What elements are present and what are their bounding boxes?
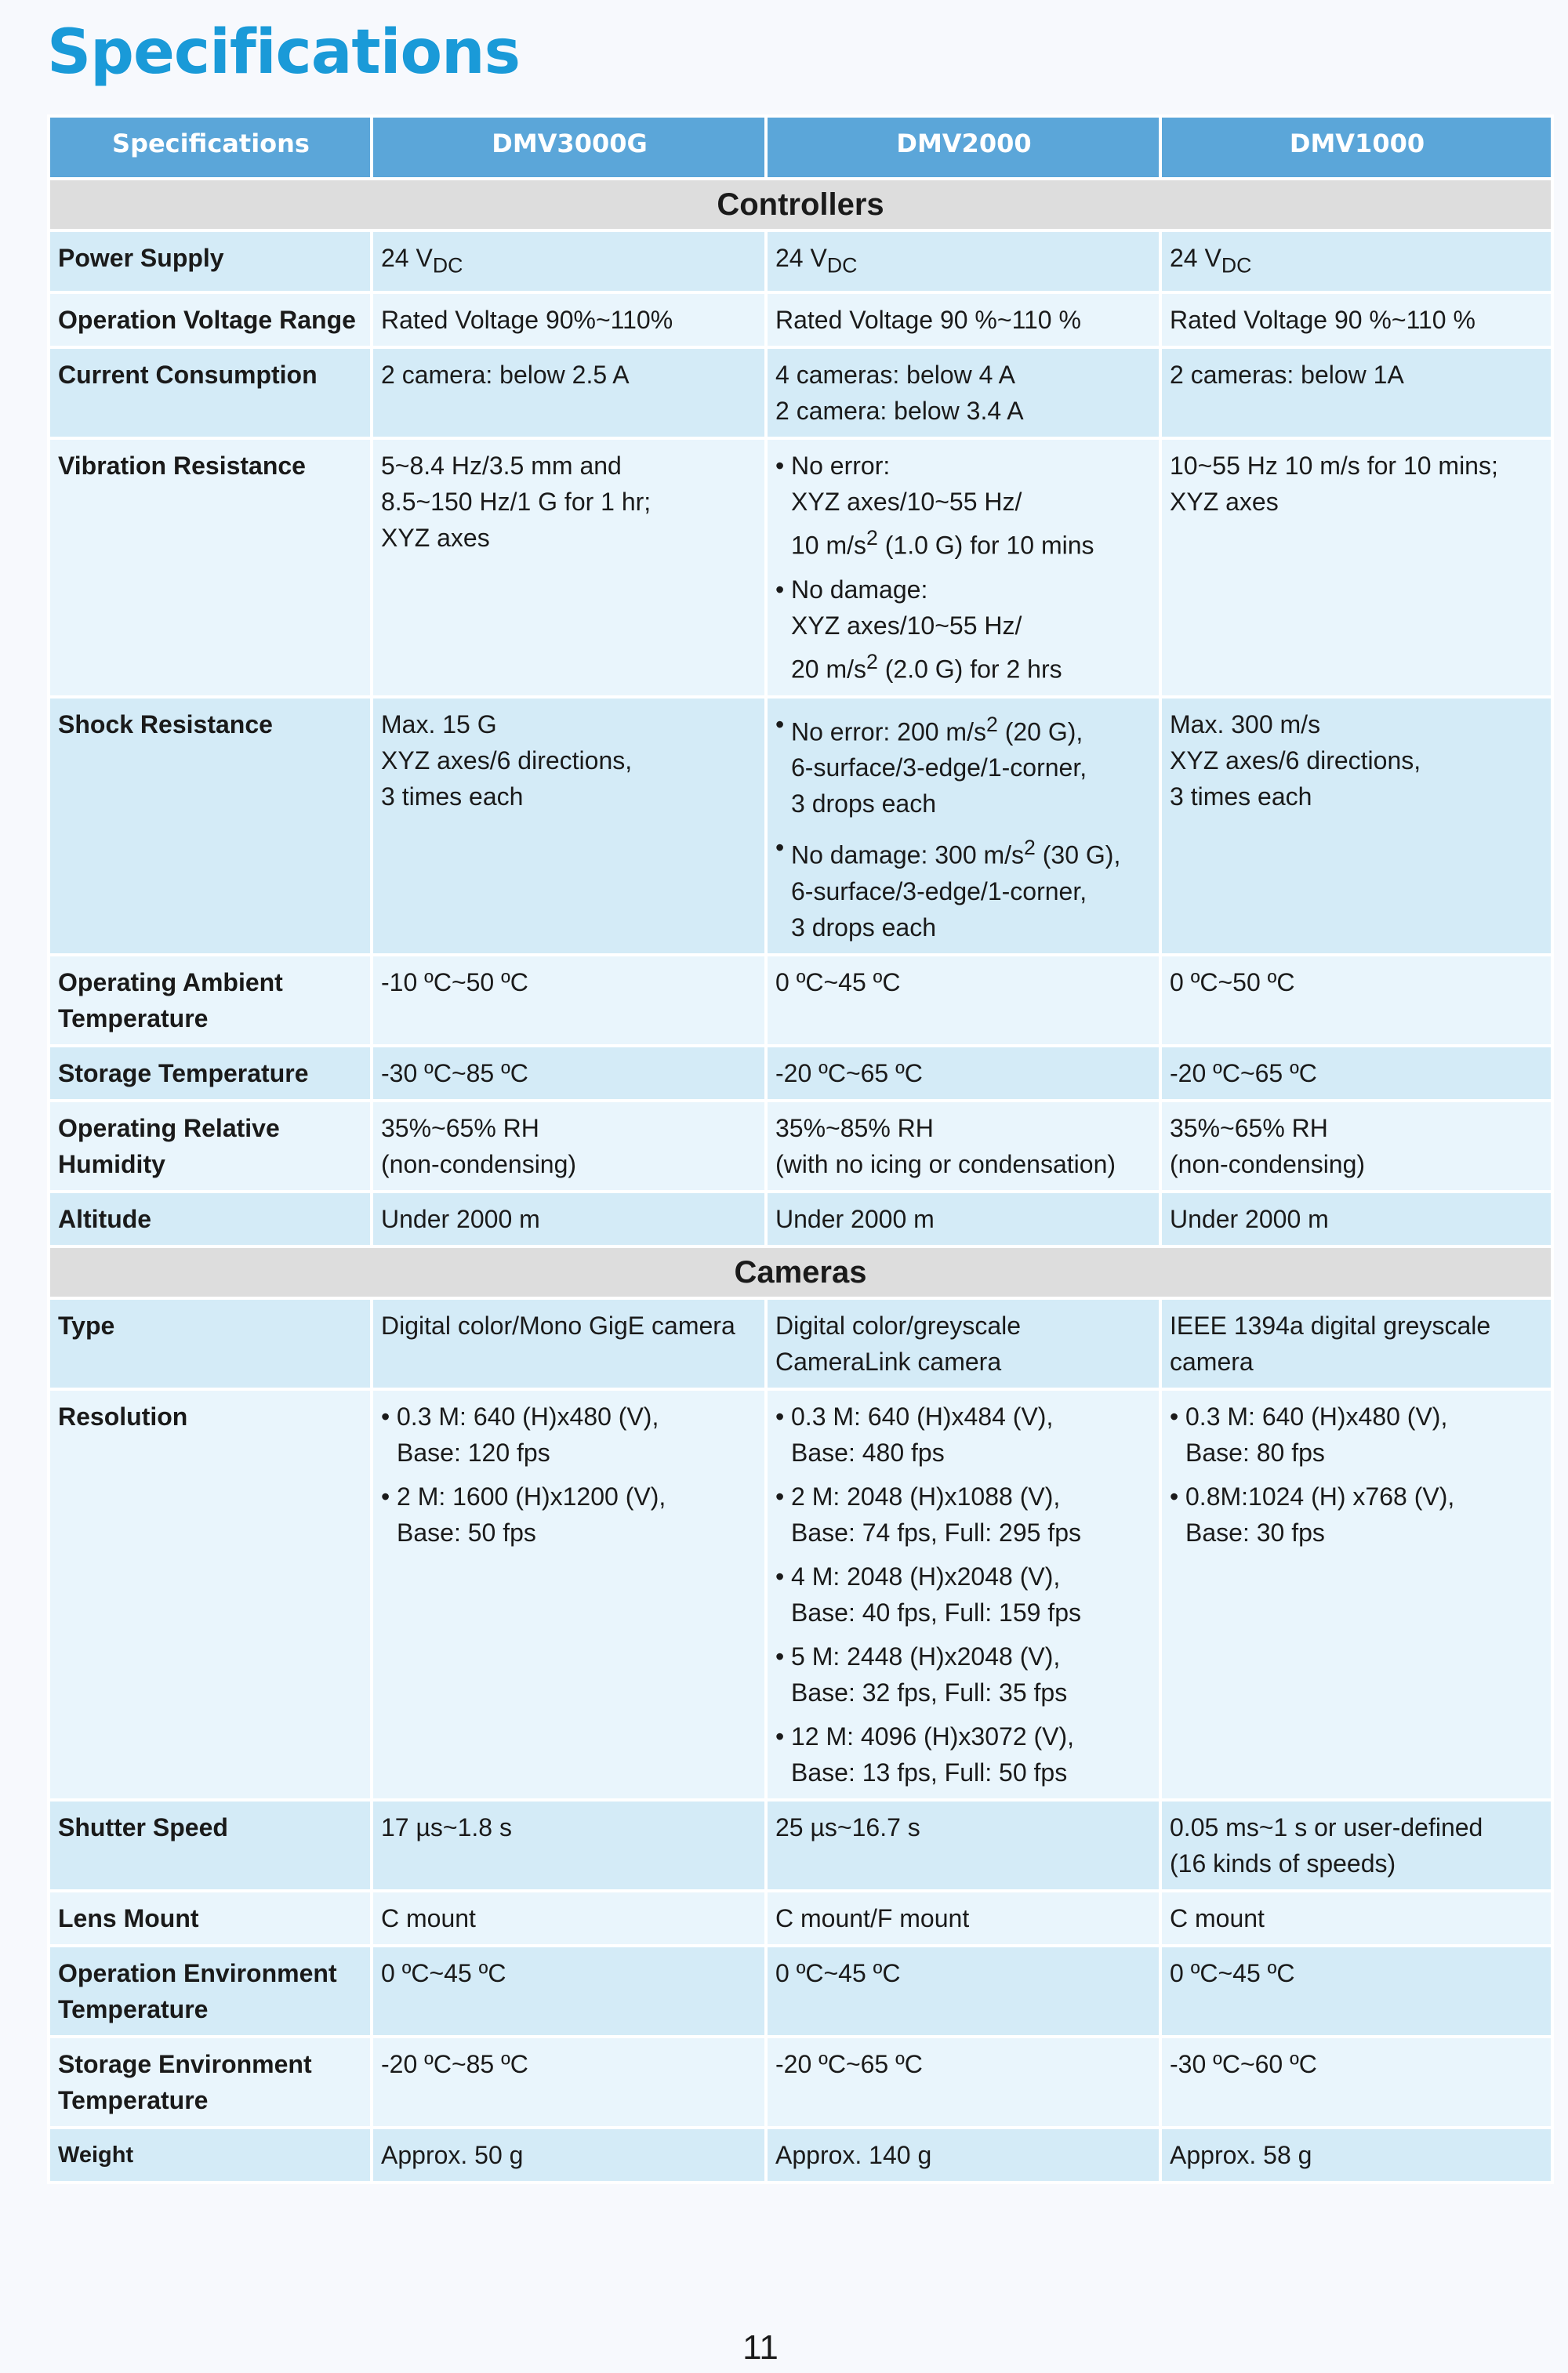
bullet-dot-icon: • bbox=[775, 1722, 785, 1751]
bullet-item bbox=[381, 1479, 758, 1551]
table-cell bbox=[1160, 230, 1552, 292]
cell-line: 4 cameras: below 4 A bbox=[775, 361, 1015, 390]
row-label: Vibration Resistance bbox=[49, 438, 372, 696]
row-label: Storage Temperature bbox=[49, 1046, 372, 1101]
cell-line: 0 ºC~45 ºC bbox=[775, 968, 901, 997]
table-cell bbox=[766, 230, 1160, 292]
header-dmv3000g: DMV3000G bbox=[372, 116, 766, 179]
table-cell bbox=[1160, 2037, 1552, 2128]
table-row bbox=[49, 2037, 1552, 2128]
table-cell bbox=[766, 1946, 1160, 2037]
cell-line: Base: 32 fps, Full: 35 fps bbox=[791, 1678, 1068, 1707]
bullet-dot-icon: • bbox=[1170, 1402, 1179, 1431]
cell-line: 5~8.4 Hz/3.5 mm and bbox=[381, 452, 622, 481]
section-row bbox=[49, 1246, 1552, 1298]
cell-line: Base: 80 fps bbox=[1185, 1439, 1325, 1468]
cell-line: Under 2000 m bbox=[1170, 1205, 1329, 1234]
table-cell bbox=[766, 1046, 1160, 1101]
bullet-dot-icon: • bbox=[775, 1642, 785, 1671]
cell-line: Max. 300 m/s bbox=[1170, 709, 1321, 738]
cell-line: 35%~65% RH bbox=[381, 1114, 539, 1143]
row-label: Power Supply bbox=[49, 230, 372, 292]
cell-line: 8.5~150 Hz/1 G for 1 hr; bbox=[381, 488, 652, 517]
row-label: Operating Relative Humidity bbox=[49, 1101, 372, 1192]
cell-line: XYZ axes bbox=[381, 524, 490, 553]
table-cell bbox=[372, 1101, 766, 1192]
cell-line: 35%~65% RH bbox=[1170, 1114, 1328, 1143]
table-row bbox=[49, 1101, 1552, 1192]
row-label: Type bbox=[49, 1298, 372, 1389]
cell-line: No damage: bbox=[791, 575, 928, 604]
table-cell bbox=[1160, 1298, 1552, 1389]
cell-line: 3 times each bbox=[381, 782, 524, 811]
cell-line: 6-surface/3-edge/1-corner, bbox=[791, 753, 1087, 782]
page-number: 11 bbox=[742, 2328, 779, 2367]
cell-line: 35%~85% RH bbox=[775, 1114, 934, 1143]
bullet-dot-icon: • bbox=[775, 1562, 785, 1591]
table-row bbox=[49, 1800, 1552, 1891]
section-title: Cameras bbox=[49, 1246, 1552, 1298]
bullet-dot-icon: • bbox=[381, 1402, 390, 1431]
table-row bbox=[49, 1046, 1552, 1101]
table-cell bbox=[372, 347, 766, 438]
table-row bbox=[49, 955, 1552, 1046]
cell-line: 6-surface/3-edge/1-corner, bbox=[791, 877, 1087, 906]
table-cell bbox=[766, 2128, 1160, 2183]
table-cell bbox=[766, 438, 1160, 696]
table-cell bbox=[1160, 292, 1552, 347]
bullet-item bbox=[775, 706, 1152, 822]
table-cell bbox=[372, 955, 766, 1046]
row-label: Resolution bbox=[49, 1389, 372, 1800]
cell-line: 0.05 ms~1 s or user-defined bbox=[1170, 1813, 1483, 1842]
bullet-dot-icon: • bbox=[775, 452, 785, 481]
bullet-dot-icon: • bbox=[381, 1482, 390, 1511]
cell-line: (non-condensing) bbox=[1170, 1150, 1366, 1179]
cell-line: 2 camera: below 3.4 A bbox=[775, 397, 1024, 426]
table-cell bbox=[372, 1891, 766, 1946]
cell-line: camera bbox=[1170, 1348, 1254, 1377]
table-cell bbox=[766, 1389, 1160, 1800]
bullet-dot-icon: • bbox=[775, 709, 785, 738]
table-row bbox=[49, 1891, 1552, 1946]
cell-line: No damage: 300 $m/s^2$ (30 G), bbox=[791, 836, 1121, 870]
table-cell bbox=[1160, 1946, 1552, 2037]
cell-line: Under 2000 m bbox=[775, 1205, 935, 1234]
table-row bbox=[49, 1389, 1552, 1800]
table-row bbox=[49, 1946, 1552, 2037]
cell-line: 20 $m/s^2$ (2.0 G) for 2 hrs bbox=[791, 650, 1062, 684]
table-row bbox=[49, 292, 1552, 347]
cell-line: Base: 13 fps, Full: 50 fps bbox=[791, 1758, 1068, 1787]
table-row bbox=[49, 438, 1552, 696]
bullet-item bbox=[775, 571, 1152, 688]
cell-line: Base: 30 fps bbox=[1185, 1519, 1325, 1548]
table-cell bbox=[1160, 697, 1552, 955]
header-dmv1000: DMV1000 bbox=[1160, 116, 1552, 179]
cell-line: Base: 480 fps bbox=[791, 1439, 945, 1468]
row-label: Current Consumption bbox=[49, 347, 372, 438]
row-label: Operating Ambient Temperature bbox=[49, 955, 372, 1046]
table-cell bbox=[766, 1298, 1160, 1389]
table-cell bbox=[1160, 955, 1552, 1046]
cell-line: 12 M: 4096 (H)x3072 (V), bbox=[791, 1722, 1075, 1751]
cell-line: 0.3 M: 640 (H)x480 (V), bbox=[397, 1402, 659, 1431]
cell-line: (with no icing or condensation) bbox=[775, 1150, 1116, 1179]
cell-line: -20 ºC~65 ºC bbox=[775, 1059, 923, 1088]
bullet-dot-icon: • bbox=[775, 1482, 785, 1511]
table-cell bbox=[372, 2128, 766, 2183]
cell-line: 2 camera: below 2.5 A bbox=[381, 361, 630, 390]
section-row bbox=[49, 179, 1552, 230]
table-cell bbox=[372, 1046, 766, 1101]
cell-line: C mount bbox=[381, 1904, 476, 1933]
table-row bbox=[49, 230, 1552, 292]
cell-line: Max. 15 G bbox=[381, 709, 497, 738]
cell-line: 2 cameras: below 1A bbox=[1170, 361, 1404, 390]
bullet-item bbox=[775, 1638, 1152, 1711]
row-label: Lens Mount bbox=[49, 1891, 372, 1946]
row-label: Operation Environment Temperature bbox=[49, 1946, 372, 2037]
row-label: Operation Voltage Range bbox=[49, 292, 372, 347]
cell-line: Digital color/greyscale bbox=[775, 1312, 1022, 1341]
cell-line: (16 kinds of speeds) bbox=[1170, 1849, 1396, 1878]
table-cell bbox=[372, 292, 766, 347]
cell-line: Approx. 140 g bbox=[775, 2141, 932, 2170]
cell-line: 24 $V_{DC}$ bbox=[381, 244, 463, 278]
bullet-dot-icon: • bbox=[775, 575, 785, 604]
page-title: Specifications bbox=[47, 17, 520, 88]
cell-line: -20 ºC~85 ºC bbox=[381, 2050, 528, 2079]
cell-line: CameraLink camera bbox=[775, 1348, 1002, 1377]
row-label: Altitude bbox=[49, 1192, 372, 1246]
cell-line: 3 drops each bbox=[791, 913, 937, 942]
cell-line: 0.3 M: 640 (H)x484 (V), bbox=[791, 1402, 1054, 1431]
cell-line: Rated Voltage 90 %~110 % bbox=[1170, 306, 1475, 335]
cell-line: XYZ axes/10~55 Hz/ bbox=[791, 611, 1022, 640]
table-cell bbox=[1160, 1800, 1552, 1891]
table-cell bbox=[372, 230, 766, 292]
cell-line: Digital color/Mono GigE camera bbox=[381, 1312, 735, 1341]
row-label: Shutter Speed bbox=[49, 1800, 372, 1891]
bullet-item bbox=[1170, 1479, 1544, 1551]
cell-line: Base: 120 fps bbox=[397, 1439, 550, 1468]
bullet-dot-icon: • bbox=[1170, 1482, 1179, 1511]
table-cell bbox=[766, 1192, 1160, 1246]
cell-line: Rated Voltage 90%~110% bbox=[381, 306, 673, 335]
table-cell bbox=[766, 292, 1160, 347]
cell-line: 3 times each bbox=[1170, 782, 1312, 811]
row-label: Weight bbox=[49, 2128, 372, 2183]
row-label: Shock Resistance bbox=[49, 697, 372, 955]
cell-line: -30 ºC~60 ºC bbox=[1170, 2050, 1317, 2079]
table-row bbox=[49, 347, 1552, 438]
table-cell bbox=[766, 1800, 1160, 1891]
bullet-dot-icon: • bbox=[775, 833, 785, 862]
cell-line: 0 ºC~45 ºC bbox=[381, 1959, 506, 1988]
cell-line: XYZ axes/6 directions, bbox=[381, 746, 633, 775]
table-cell bbox=[766, 347, 1160, 438]
bullet-dot-icon: • bbox=[775, 1402, 785, 1431]
table-cell bbox=[1160, 2128, 1552, 2183]
cell-line: 0.3 M: 640 (H)x480 (V), bbox=[1185, 1402, 1448, 1431]
specifications-table bbox=[47, 114, 1554, 2184]
cell-line: 5 M: 2448 (H)x2048 (V), bbox=[791, 1642, 1061, 1671]
bullet-item bbox=[775, 1718, 1152, 1791]
cell-line: 4 M: 2048 (H)x2048 (V), bbox=[791, 1562, 1061, 1591]
cell-line: 0.8M:1024 (H) x768 (V), bbox=[1185, 1482, 1455, 1511]
table-body bbox=[49, 179, 1552, 2183]
table-row bbox=[49, 1192, 1552, 1246]
cell-line: Base: 74 fps, Full: 295 fps bbox=[791, 1519, 1081, 1548]
cell-line: -10 ºC~50 ºC bbox=[381, 968, 528, 997]
cell-line: XYZ axes/6 directions, bbox=[1170, 746, 1421, 775]
table-cell bbox=[1160, 1046, 1552, 1101]
table-cell bbox=[1160, 438, 1552, 696]
bullet-item bbox=[381, 1399, 758, 1471]
bullet-item bbox=[1170, 1399, 1544, 1471]
row-label: Storage Environment Temperature bbox=[49, 2037, 372, 2128]
cell-line: Under 2000 m bbox=[381, 1205, 540, 1234]
cell-line: 2 M: 1600 (H)x1200 (V), bbox=[397, 1482, 666, 1511]
table-cell bbox=[1160, 1389, 1552, 1800]
table-cell bbox=[766, 1891, 1160, 1946]
cell-line: -20 ºC~65 ºC bbox=[1170, 1059, 1317, 1088]
cell-line: 2 M: 2048 (H)x1088 (V), bbox=[791, 1482, 1061, 1511]
bullet-item bbox=[775, 829, 1152, 945]
cell-line: -20 ºC~65 ºC bbox=[775, 2050, 923, 2079]
header-specifications: Specifications bbox=[49, 116, 372, 179]
cell-line: Approx. 58 g bbox=[1170, 2141, 1312, 2170]
cell-line: 10 $m/s^2$ (1.0 G) for 10 mins bbox=[791, 526, 1094, 561]
bullet-item bbox=[775, 448, 1152, 564]
cell-line: C mount/F mount bbox=[775, 1904, 970, 1933]
bullet-item bbox=[775, 1479, 1152, 1551]
table-cell bbox=[766, 2037, 1160, 2128]
cell-line: 0 ºC~45 ºC bbox=[775, 1959, 901, 1988]
cell-line: 25 µs~16.7 s bbox=[775, 1813, 920, 1842]
table-row bbox=[49, 1298, 1552, 1389]
cell-line: 17 µs~1.8 s bbox=[381, 1813, 512, 1842]
bullet-item bbox=[775, 1399, 1152, 1471]
cell-line: No error: 200 $m/s^2$ (20 G), bbox=[791, 712, 1083, 746]
cell-line: 10~55 Hz 10 m/s for 10 mins; bbox=[1170, 452, 1498, 481]
cell-line: 24 $V_{DC}$ bbox=[1170, 244, 1252, 278]
cell-line: Base: 40 fps, Full: 159 fps bbox=[791, 1598, 1081, 1627]
cell-line: -30 ºC~85 ºC bbox=[381, 1059, 528, 1088]
table-row bbox=[49, 697, 1552, 955]
table-cell bbox=[1160, 1891, 1552, 1946]
cell-line: C mount bbox=[1170, 1904, 1265, 1933]
cell-line: IEEE 1394a digital greyscale bbox=[1170, 1312, 1491, 1341]
table-cell bbox=[1160, 1101, 1552, 1192]
cell-line: No error: bbox=[791, 452, 891, 481]
table-cell bbox=[372, 2037, 766, 2128]
cell-line: Base: 50 fps bbox=[397, 1519, 536, 1548]
cell-line: Rated Voltage 90 %~110 % bbox=[775, 306, 1081, 335]
cell-line: Approx. 50 g bbox=[381, 2141, 524, 2170]
header-dmv2000: DMV2000 bbox=[766, 116, 1160, 179]
cell-line: 3 drops each bbox=[791, 789, 937, 818]
table-cell bbox=[372, 1389, 766, 1800]
table-row bbox=[49, 2128, 1552, 2183]
table-cell bbox=[372, 1946, 766, 2037]
table-header-row bbox=[49, 116, 1552, 179]
table-cell bbox=[372, 438, 766, 696]
cell-line: 24 $V_{DC}$ bbox=[775, 244, 858, 278]
table-cell bbox=[372, 1192, 766, 1246]
table-cell bbox=[766, 1101, 1160, 1192]
table-cell bbox=[766, 697, 1160, 955]
table-cell bbox=[1160, 347, 1552, 438]
table-cell bbox=[372, 1298, 766, 1389]
cell-line: 0 ºC~45 ºC bbox=[1170, 1959, 1295, 1988]
cell-line: (non-condensing) bbox=[381, 1150, 577, 1179]
table-cell bbox=[1160, 1192, 1552, 1246]
cell-line: 0 ºC~50 ºC bbox=[1170, 968, 1295, 997]
cell-line: XYZ axes/10~55 Hz/ bbox=[791, 488, 1022, 517]
table-cell bbox=[372, 697, 766, 955]
cell-line: XYZ axes bbox=[1170, 488, 1279, 517]
table-cell bbox=[766, 955, 1160, 1046]
table-cell bbox=[372, 1800, 766, 1891]
bullet-item bbox=[775, 1558, 1152, 1631]
section-title: Controllers bbox=[49, 179, 1552, 230]
